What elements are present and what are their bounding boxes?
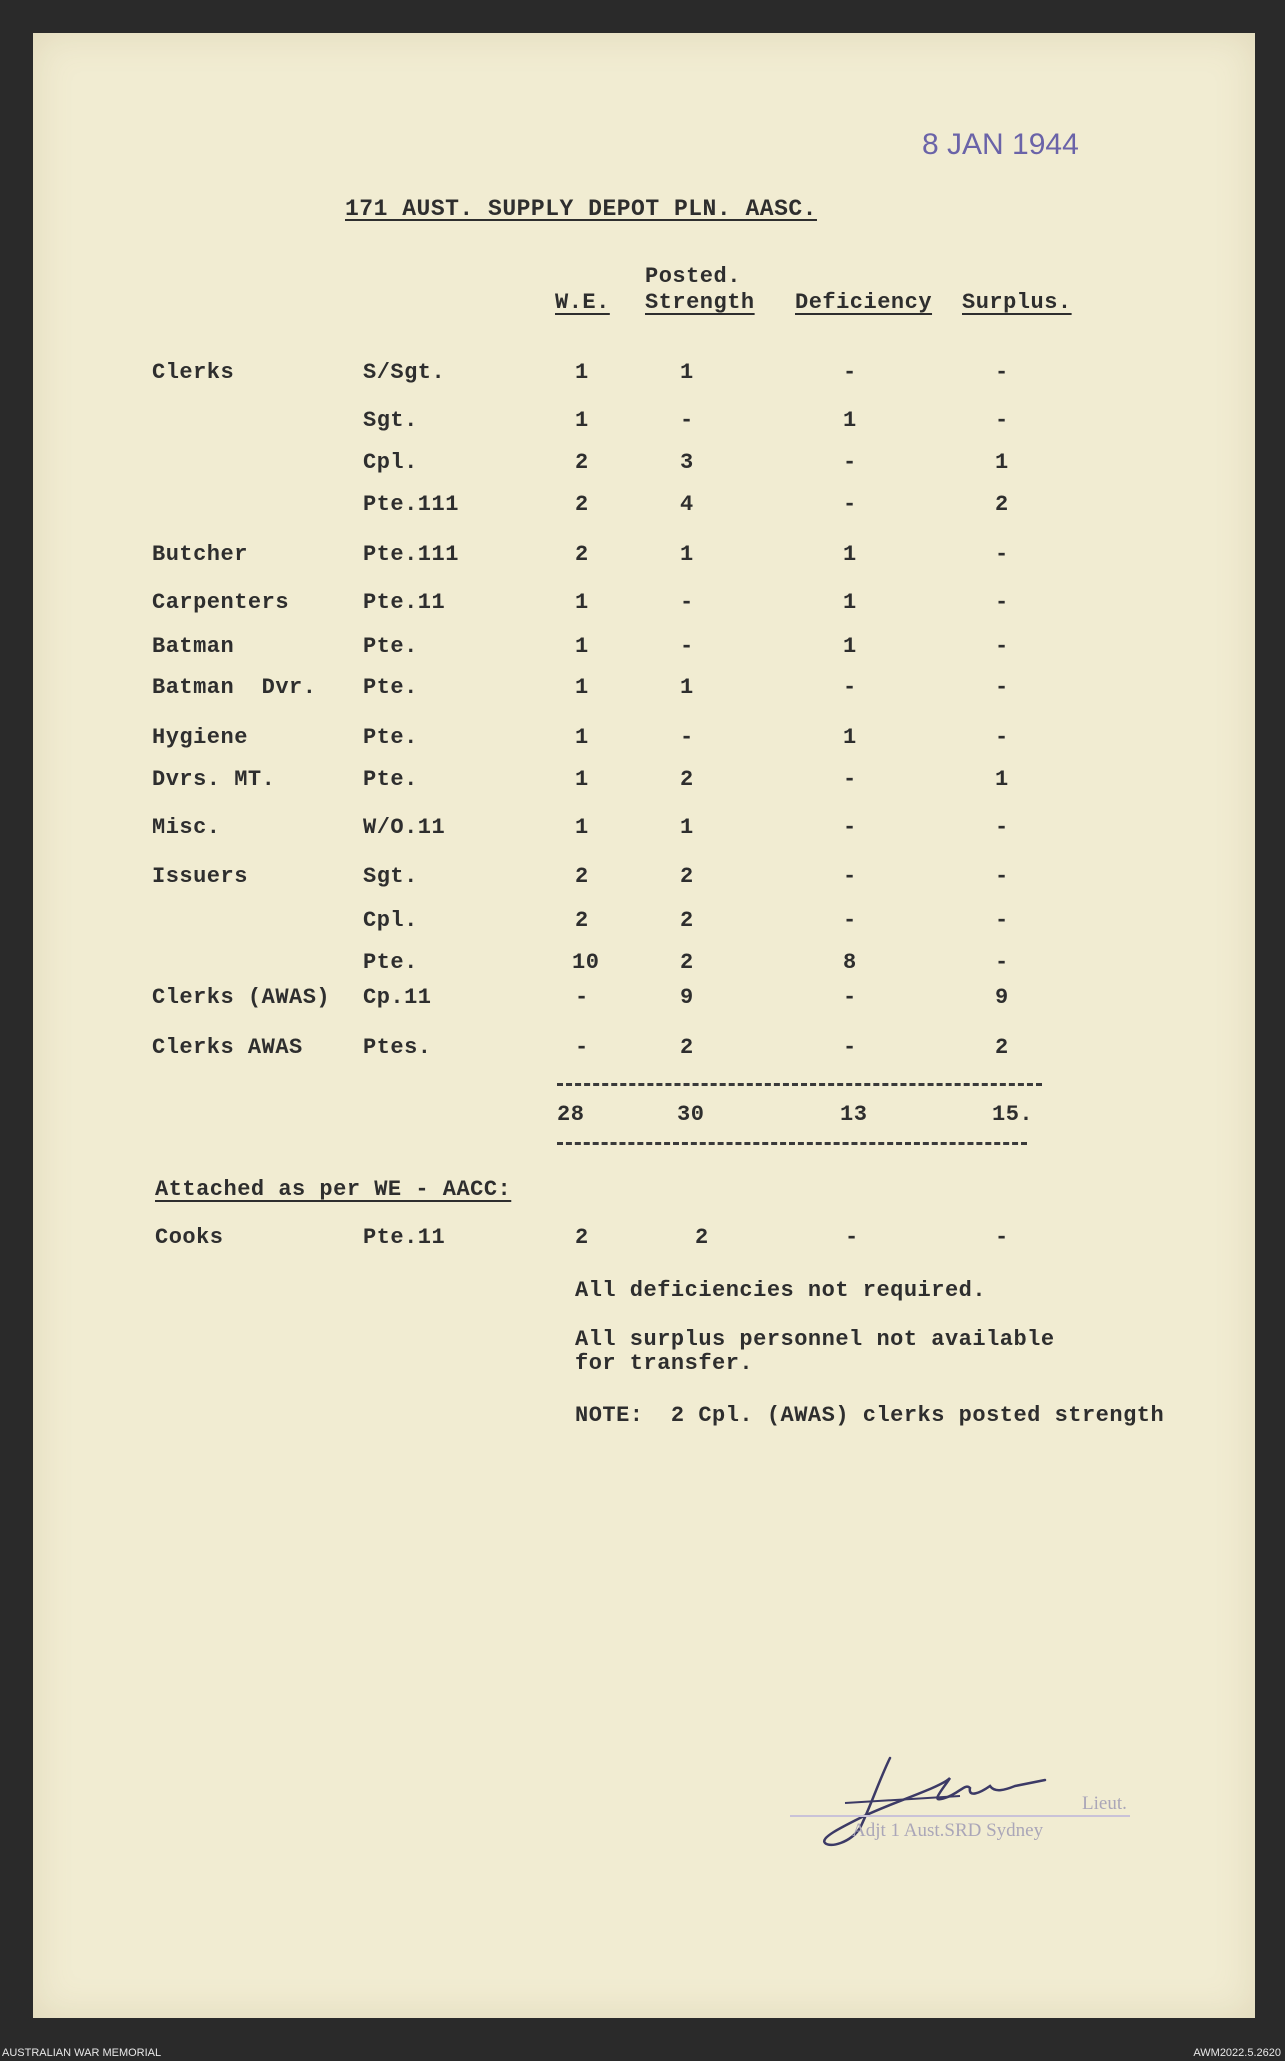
trade-cell: Clerks (AWAS) xyxy=(152,985,331,1010)
we-cell: 1 xyxy=(575,360,589,385)
note-surplus-line1: All surplus personnel not available xyxy=(575,1327,1055,1352)
surplus-cell: 1 xyxy=(995,450,1009,475)
trade-cell: Dvrs. MT. xyxy=(152,767,276,792)
trade-cell: Clerks xyxy=(152,360,235,385)
trade-cell: Batman xyxy=(152,634,235,659)
rank-cell: Pte. xyxy=(363,675,418,700)
posted-cell: 1 xyxy=(680,542,694,567)
we-cell: 2 xyxy=(575,450,589,475)
header-deficiency: Deficiency xyxy=(795,290,933,315)
header-posted-bottom: Strength xyxy=(645,290,755,315)
deficiency-cell: - xyxy=(843,675,857,700)
rank-cell: Sgt. xyxy=(363,864,418,889)
surplus-cell: 9 xyxy=(995,985,1009,1010)
attached-we: 2 xyxy=(575,1225,589,1250)
document-title: 171 AUST. SUPPLY DEPOT PLN. AASC. xyxy=(345,196,817,222)
note-deficiencies: All deficiencies not required. xyxy=(575,1278,987,1303)
rank-cell: Cp.11 xyxy=(363,985,432,1010)
posted-cell: - xyxy=(680,408,694,433)
surplus-cell: - xyxy=(995,634,1009,659)
we-cell: 1 xyxy=(575,590,589,615)
total-rule-top xyxy=(557,1083,1042,1086)
rank-cell: Pte. xyxy=(363,634,418,659)
trade-cell: Carpenters xyxy=(152,590,290,615)
surplus-cell: 1 xyxy=(995,767,1009,792)
deficiency-cell: - xyxy=(843,360,857,385)
rank-cell: Pte.111 xyxy=(363,542,459,567)
deficiency-cell: - xyxy=(843,1035,857,1060)
rank-cell: Sgt. xyxy=(363,408,418,433)
posted-cell: - xyxy=(680,590,694,615)
rank-cell: Cpl. xyxy=(363,908,418,933)
deficiency-cell: - xyxy=(843,864,857,889)
surplus-cell: - xyxy=(995,950,1009,975)
posted-cell: 2 xyxy=(680,864,694,889)
footer-archive-name: AUSTRALIAN WAR MEMORIAL xyxy=(2,2047,162,2059)
surplus-cell: 2 xyxy=(995,492,1009,517)
rank-cell: Pte. xyxy=(363,725,418,750)
header-surplus: Surplus. xyxy=(962,290,1072,315)
we-cell: 1 xyxy=(575,815,589,840)
deficiency-cell: 1 xyxy=(843,725,857,750)
trade-cell: Hygiene xyxy=(152,725,248,750)
trade-cell: Misc. xyxy=(152,815,221,840)
rank-cell: Cpl. xyxy=(363,450,418,475)
posted-cell: 3 xyxy=(680,450,694,475)
attached-heading: Attached as per WE - AACC: xyxy=(155,1177,512,1202)
note-surplus-line2: for transfer. xyxy=(575,1351,754,1376)
rank-cell: Pte. xyxy=(363,950,418,975)
surplus-cell: - xyxy=(995,542,1009,567)
attached-trade: Cooks xyxy=(155,1225,224,1250)
we-cell: 1 xyxy=(575,634,589,659)
we-cell: 1 xyxy=(575,767,589,792)
we-cell: 2 xyxy=(575,542,589,567)
we-cell: 2 xyxy=(575,864,589,889)
trade-cell: Batman Dvr. xyxy=(152,675,317,700)
rank-cell: Pte.111 xyxy=(363,492,459,517)
posted-cell: 4 xyxy=(680,492,694,517)
attached-posted: 2 xyxy=(695,1225,709,1250)
total-deficiency: 13 xyxy=(840,1102,868,1127)
posted-cell: 2 xyxy=(680,1035,694,1060)
we-cell: - xyxy=(575,985,589,1010)
posted-cell: 1 xyxy=(680,815,694,840)
we-cell: - xyxy=(575,1035,589,1060)
deficiency-cell: 1 xyxy=(843,634,857,659)
attached-rank: Pte.11 xyxy=(363,1225,446,1250)
rank-cell: Pte. xyxy=(363,767,418,792)
rank-cell: S/Sgt. xyxy=(363,360,446,385)
deficiency-cell: - xyxy=(843,492,857,517)
posted-cell: - xyxy=(680,725,694,750)
deficiency-cell: - xyxy=(843,985,857,1010)
trade-cell: Clerks AWAS xyxy=(152,1035,303,1060)
deficiency-cell: - xyxy=(843,450,857,475)
date-stamp: 8 JAN 1944 xyxy=(922,128,1079,161)
trade-cell: Issuers xyxy=(152,864,248,889)
we-cell: 2 xyxy=(575,908,589,933)
trade-cell: Butcher xyxy=(152,542,248,567)
posted-cell: 1 xyxy=(680,360,694,385)
surplus-cell: - xyxy=(995,675,1009,700)
total-posted: 30 xyxy=(677,1102,705,1127)
we-cell: 1 xyxy=(575,408,589,433)
note-awas-clerks: NOTE: 2 Cpl. (AWAS) clerks posted strength xyxy=(575,1403,1165,1428)
deficiency-cell: 8 xyxy=(843,950,857,975)
deficiency-cell: - xyxy=(843,767,857,792)
header-posted-top: Posted. xyxy=(645,264,741,289)
signature-line xyxy=(790,1815,1130,1817)
rank-cell: Pte.11 xyxy=(363,590,446,615)
we-cell: 10 xyxy=(572,950,600,975)
we-cell: 2 xyxy=(575,492,589,517)
attached-deficiency: - xyxy=(845,1225,859,1250)
attached-surplus: - xyxy=(995,1225,1009,1250)
surplus-cell: - xyxy=(995,815,1009,840)
total-we: 28 xyxy=(557,1102,585,1127)
signature-rank: Lieut. xyxy=(1082,1793,1127,1814)
deficiency-cell: 1 xyxy=(843,590,857,615)
surplus-cell: - xyxy=(995,725,1009,750)
posted-cell: 9 xyxy=(680,985,694,1010)
signature-title: Adjt 1 Aust.SRD Sydney xyxy=(852,1820,1044,1841)
deficiency-cell: - xyxy=(843,815,857,840)
deficiency-cell: 1 xyxy=(843,408,857,433)
deficiency-cell: - xyxy=(843,908,857,933)
surplus-cell: 2 xyxy=(995,1035,1009,1060)
total-rule-bottom xyxy=(557,1142,1027,1145)
rank-cell: W/O.11 xyxy=(363,815,446,840)
posted-cell: 2 xyxy=(680,908,694,933)
we-cell: 1 xyxy=(575,725,589,750)
surplus-cell: - xyxy=(995,864,1009,889)
surplus-cell: - xyxy=(995,408,1009,433)
posted-cell: - xyxy=(680,634,694,659)
rank-cell: Ptes. xyxy=(363,1035,432,1060)
total-surplus: 15. xyxy=(992,1102,1034,1127)
header-we: W.E. xyxy=(555,290,610,315)
surplus-cell: - xyxy=(995,908,1009,933)
document-page xyxy=(33,33,1255,2018)
posted-cell: 2 xyxy=(680,950,694,975)
footer-accession-number: AWM2022.5.2620 xyxy=(1193,2047,1281,2059)
surplus-cell: - xyxy=(995,360,1009,385)
we-cell: 1 xyxy=(575,675,589,700)
posted-cell: 2 xyxy=(680,767,694,792)
deficiency-cell: 1 xyxy=(843,542,857,567)
surplus-cell: - xyxy=(995,590,1009,615)
posted-cell: 1 xyxy=(680,675,694,700)
